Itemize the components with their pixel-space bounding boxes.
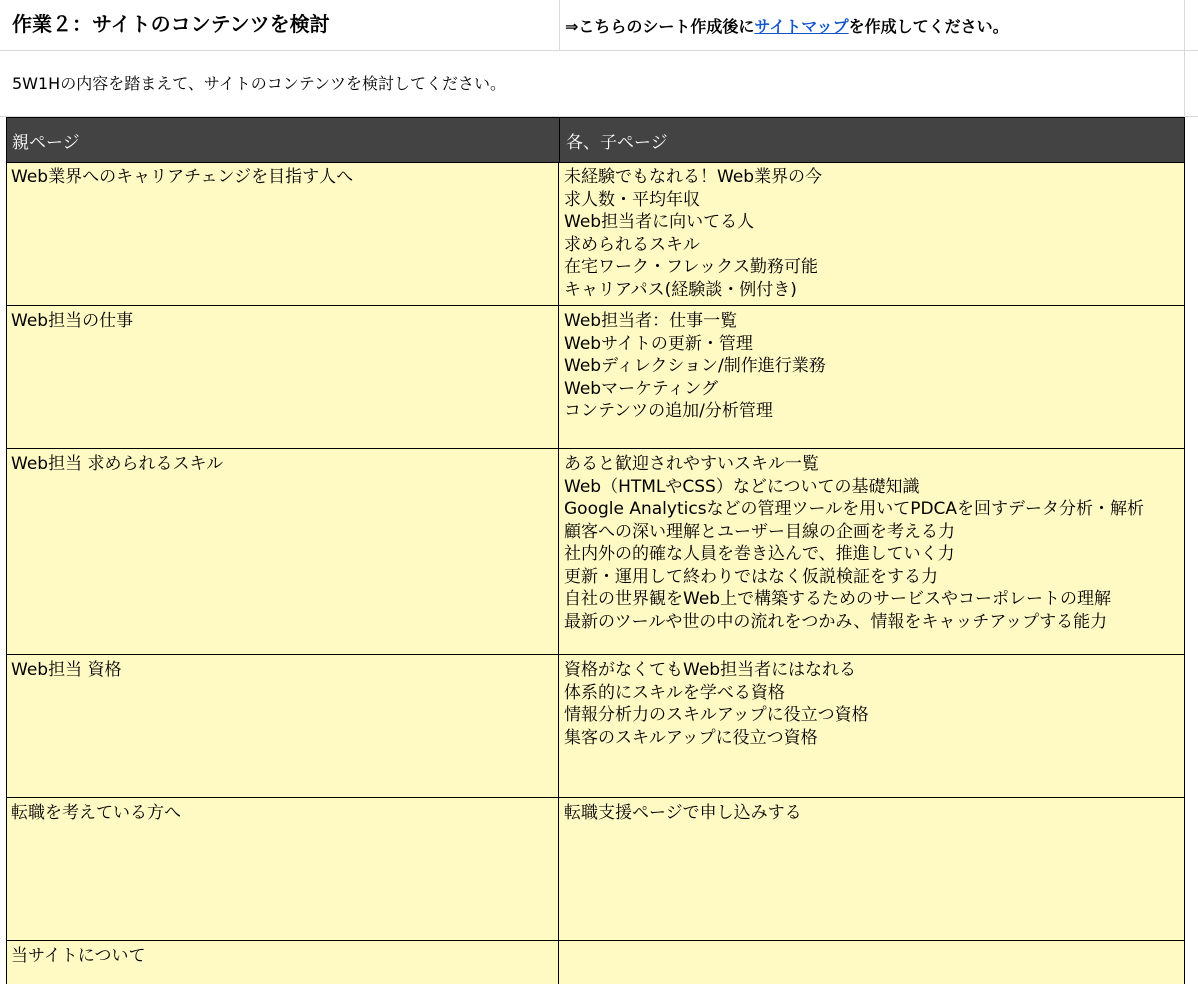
child-page-item: 求人数・平均年収 [564,189,700,210]
parent-page-cell[interactable]: Web担当 資格 [6,655,559,797]
row-divider [6,654,1184,655]
child-page-item: 転職支援ページで申し込みする [564,803,802,823]
child-page-item: 在宅ワーク・フレックス勤務可能 [564,257,818,277]
child-page-item: 顧客への深い理解とユーザー目線の企画を考える力 [564,521,955,542]
sheet-title: 作業２：サイトのコンテンツを検討 [12,12,330,36]
row-divider [6,940,1184,941]
intro-text: 5W1Hの内容を踏まえて、サイトのコンテンツを検討してください。 [12,74,506,93]
child-page-item: 情報分析力のスキルアップに役立つ資格 [564,705,869,725]
child-pages-cell[interactable] [559,941,1184,984]
child-page-item: 資格がなくてもWeb担当者にはなれる [564,660,857,680]
table-border-right [1184,117,1185,984]
child-pages-cell[interactable] [559,798,1184,940]
table-row [6,655,1184,797]
child-pages-cell[interactable] [559,449,1184,654]
child-page-item: Webサイトの更新・管理 [564,333,753,354]
child-page-item: Google Analyticsなどの管理ツールを用いてPDCAを回すデータ分析・解析 [564,499,1145,519]
parent-page-cell[interactable]: 当サイトについて [6,941,559,984]
parent-page-cell[interactable]: Web担当 求められるスキル [6,449,559,654]
child-page-item: 集客のスキルアップに役立つ資格 [564,727,818,748]
row-divider [6,305,1184,306]
child-page-item: 自社の世界観をWeb上で構築するためのサービスやコーポレートの理解 [564,589,1112,609]
table-border-left [6,117,7,984]
child-page-item: 求められるスキル [564,234,700,255]
child-page-item: あると歓迎されやすいスキル一覧 [564,454,819,474]
child-page-item: Webマーケティング [564,378,719,399]
child-page-item: 社内外の的確な人員を巻き込んで、推進していく力 [564,544,955,564]
note-suffix: を作成してください。 [848,17,1009,36]
note-prefix: ⇒こちらのシート作成後に [565,17,755,36]
table-border-top [6,117,1184,118]
table-row [6,449,1184,654]
parent-page-cell[interactable]: Web業界へのキャリアチェンジを目指す人へ [6,162,559,305]
child-page-item: Webディレクション/制作進行業務 [564,356,826,376]
child-page-item: 最新のツールや世の中の流れをつかみ、情報をキャッチアップする能力 [564,611,1108,632]
child-pages-cell[interactable] [559,655,1184,797]
table-row [6,798,1184,940]
child-page-item: 体系的にスキルを学べる資格 [564,682,785,703]
row-divider [6,162,1184,163]
column-header-children[interactable]: 各、子ページ [559,117,1184,162]
child-page-item: キャリアパス(経験談・例付き) [564,279,797,300]
child-page-item: 未経験でもなれる！Web業界の今 [564,167,823,187]
child-page-item: Web担当者に向いてる人 [564,212,755,232]
row-divider [6,448,1184,449]
child-page-item: Web（HTMLやCSS）などについての基礎知識 [564,476,920,497]
child-page-item: コンテンツの追加/分析管理 [564,401,773,421]
table-row [6,162,1184,305]
parent-page-cell[interactable]: 転職を考えている方へ [6,798,559,940]
parent-page-cell[interactable]: Web担当の仕事 [6,306,559,448]
table-row [6,941,1184,984]
child-pages-cell[interactable] [559,162,1184,305]
child-page-item: Web担当者：仕事一覧 [564,311,738,331]
row-divider [6,797,1184,798]
table-row [6,306,1184,448]
instruction-note [559,0,1184,51]
sitemap-link[interactable]: サイトマップ [754,17,849,36]
child-page-item: 更新・運用して終わりではなく仮説検証をする力 [564,566,938,587]
child-pages-cell[interactable] [559,306,1184,448]
column-header-parent[interactable]: 親ページ [6,117,559,162]
